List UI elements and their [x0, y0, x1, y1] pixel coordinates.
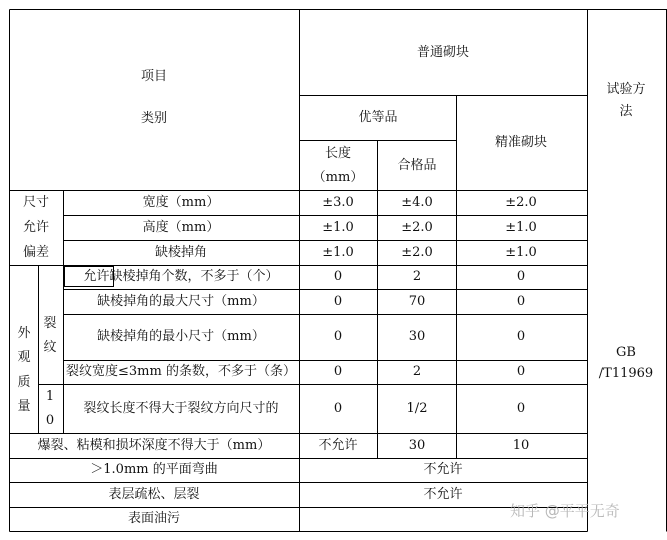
- row-label: 爆裂、粘模和损坏深度不得大于（mm）: [37, 438, 271, 453]
- row-premium-value: ±3.0: [322, 195, 354, 210]
- ten-group-line2: 0: [45, 413, 55, 428]
- row-qualified-value: 1/2: [406, 401, 428, 416]
- text-cursor-box: [64, 266, 114, 287]
- row-qualified-value: ±4.0: [401, 195, 433, 210]
- row-qualified-value: 30: [408, 329, 426, 344]
- row-qualified-value: ±2.0: [401, 220, 433, 235]
- row-label: 缺棱掉角的最大尺寸（mm）: [97, 294, 265, 309]
- header-category: 类别: [140, 111, 168, 126]
- row-precision-value: 0: [516, 401, 526, 416]
- row-precision-value: 0: [516, 364, 526, 379]
- crack-group-line2: 纹: [43, 340, 57, 355]
- row-precision-value: ±1.0: [505, 245, 537, 260]
- test-method-value-line1: GB: [616, 345, 636, 360]
- row-precision-value: ±2.0: [505, 195, 537, 210]
- dimension-group-line2: 允许: [22, 220, 50, 235]
- watermark: 知乎 @平平无奇: [510, 502, 620, 520]
- row-premium-value: 0: [333, 401, 343, 416]
- row-premium-value: 0: [333, 364, 343, 379]
- merged-row-value: 不允许: [423, 462, 463, 477]
- row-label: 缺棱掉角: [154, 245, 208, 260]
- merged-row-value: 不允许: [423, 487, 463, 502]
- header-premium: 优等品: [358, 110, 398, 125]
- row-label: 裂纹宽度≤3mm 的条数，不多于（条）: [66, 364, 296, 379]
- row-label: 裂纹长度不得大于裂纹方向尺寸的: [83, 401, 279, 416]
- row-precision-value: 0: [516, 294, 526, 309]
- row-premium-value: ±1.0: [322, 245, 354, 260]
- row-premium-value: 0: [333, 329, 343, 344]
- row-qualified-value: 2: [412, 269, 422, 284]
- header-item: 项目: [140, 69, 168, 84]
- appearance-group-line2: 观: [17, 350, 31, 365]
- row-label: 高度（mm）: [142, 220, 220, 235]
- header-test-method-line1: 试验方: [606, 82, 646, 97]
- row-label: 允许缺棱掉角个数，不多于（个）: [83, 269, 279, 284]
- row-qualified-value: ±2.0: [401, 245, 433, 260]
- header-precision-block: 精准砌块: [494, 135, 548, 150]
- merged-row-label: 表面油污: [127, 511, 181, 526]
- row-precision-value: 0: [516, 269, 526, 284]
- row-qualified-value: 30: [408, 438, 426, 453]
- row-precision-value: 0: [516, 329, 526, 344]
- crack-group-line1: 裂: [43, 316, 57, 331]
- row-premium-value: 不允许: [318, 438, 358, 453]
- row-premium-value: 0: [333, 269, 343, 284]
- header-qualified: 合格品: [397, 158, 437, 173]
- row-precision-value: 10: [512, 438, 530, 453]
- row-label: 缺棱掉角的最小尺寸（mm）: [97, 329, 265, 344]
- row-premium-value: ±1.0: [322, 220, 354, 235]
- test-method-value-line2: /T11969: [598, 366, 654, 381]
- appearance-group-line1: 外: [17, 326, 31, 341]
- merged-row-label: 表层疏松、层裂: [108, 487, 200, 502]
- appearance-group-line4: 量: [17, 399, 31, 414]
- row-qualified-value: 2: [412, 364, 422, 379]
- row-qualified-value: 70: [408, 294, 426, 309]
- row-precision-value: ±1.0: [505, 220, 537, 235]
- dimension-group-line3: 偏差: [22, 245, 50, 260]
- ten-group-line1: 1: [45, 389, 55, 404]
- appearance-group-line3: 质: [17, 375, 31, 390]
- row-label: 宽度（mm）: [142, 195, 220, 210]
- row-premium-value: 0: [333, 294, 343, 309]
- merged-row-label: ＞1.0mm 的平面弯曲: [90, 462, 218, 477]
- dimension-group-line1: 尺寸: [22, 195, 50, 210]
- header-test-method-line2: 法: [619, 104, 633, 119]
- header-ordinary-block: 普通砌块: [416, 45, 470, 60]
- header-length: 长度: [324, 146, 352, 161]
- header-length-unit: （mm）: [312, 170, 364, 185]
